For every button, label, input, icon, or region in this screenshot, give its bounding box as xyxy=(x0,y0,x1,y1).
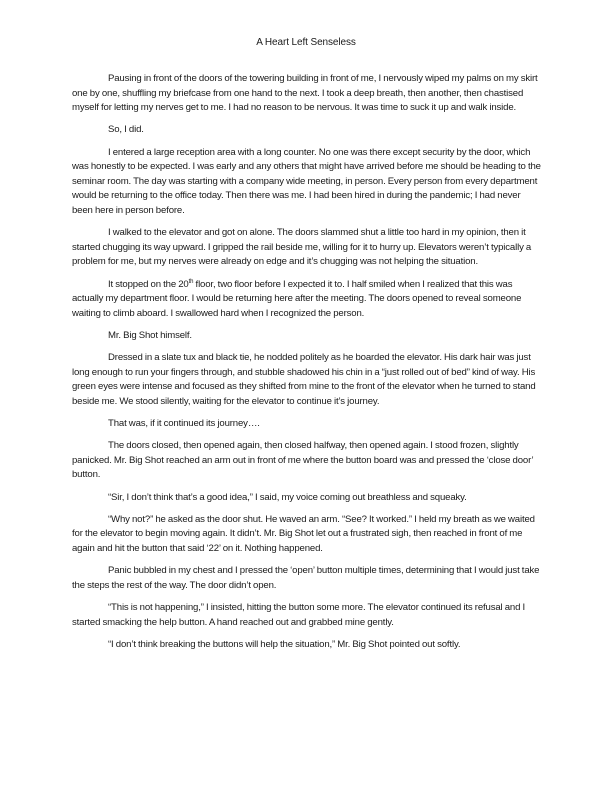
paragraph: Dressed in a slate tux and black tie, he nodded politely as he boarded the elevator. His dark hair was just long enough to run your fingers through, and stubble shadowed his chin in a “just rolled out of bed” kind of way. His green eyes were intense and focused as they shifted from mine to the front of the elevator when he turned to stand beside me. We stood silently, waiting for the elevator to continue it’s journey. xyxy=(72,352,536,407)
paragraph-text: floor, two floor before I expected it to. I half smiled when I realized that this was actually my department floor. I would be returning here after the meeting. The doors opened to reveal someone waiting to climb aboard. I swallowed hard when I recognized the person. xyxy=(72,278,522,319)
paragraph: Pausing in front of the doors of the towering building in front of me, I nervously wiped my palms on my skirt one by one, shuffling my briefcase from one hand to the next. I took a deep breath, then another, then chastised myself for letting my nerves get to me. I had no reason to be nervous. It was time to suck it up and walk inside. xyxy=(72,73,538,114)
paragraph-text: It stopped on the 20 xyxy=(108,278,189,290)
document-body xyxy=(72,72,542,660)
paragraph: “I don’t think breaking the buttons will help the situation,” Mr. Big Shot pointed out softly. xyxy=(108,638,461,650)
paragraph: The doors closed, then opened again, then closed halfway, then opened again. I stood frozen, slightly panicked. Mr. Big Shot reached an arm out in front of me where the button board was and pressed the ‘close door’ button. xyxy=(72,440,534,481)
paragraph: I walked to the elevator and got on alone. The doors slammed shut a little too hard in my opinion, then it started chugging its way upward. I gripped the rail beside me, willing for it to hurry up. Elevators weren’t typically a problem for me, but my nerves were already on edge and it’s chugging was not helping the situation. xyxy=(72,227,532,268)
ordinal-superscript: th xyxy=(188,278,194,285)
paragraph-with-superscript xyxy=(72,278,542,322)
paragraph: I entered a large reception area with a long counter. No one was there except security by the door, which was honestly to be expected. I was early and any others that might have arrived before me should be heading to the seminar room. The day was starting with a company wide meeting, in person. Every person from every department would be returning to the office today. Then there was me. I had been hired in during the pandemic; I had never been here in person before. xyxy=(72,146,541,216)
document-title: A Heart Left Senseless xyxy=(256,37,356,48)
paragraph: That was, if it continued its journey…. xyxy=(108,418,260,430)
paragraph: Mr. Big Shot himself. xyxy=(108,329,192,341)
paragraph: “Sir, I don’t think that’s a good idea,” I said, my voice coming out breathless and squeaky. xyxy=(108,491,467,503)
paragraph: Panic bubbled in my chest and I pressed the ‘open’ button multiple times, determining that I would just take the steps the rest of the way. The door didn’t open. xyxy=(72,565,540,591)
paragraph: “This is not happening,” I insisted, hitting the button some more. The elevator continued its refusal and I started smacking the help button. A hand reached out and grabbed mine gently. xyxy=(72,601,526,628)
paragraph: “Why not?” he asked as the door shut. He waved an arm. “See? It worked.” I held my breath as we waited for the elevator to begin moving again. It didn’t. Mr. Big Shot let out a frustrated sigh, then reached in front of me again and hit the button that said ‘22’ on it. Nothing happened. xyxy=(72,513,535,554)
paragraph: So, I did. xyxy=(108,124,144,136)
